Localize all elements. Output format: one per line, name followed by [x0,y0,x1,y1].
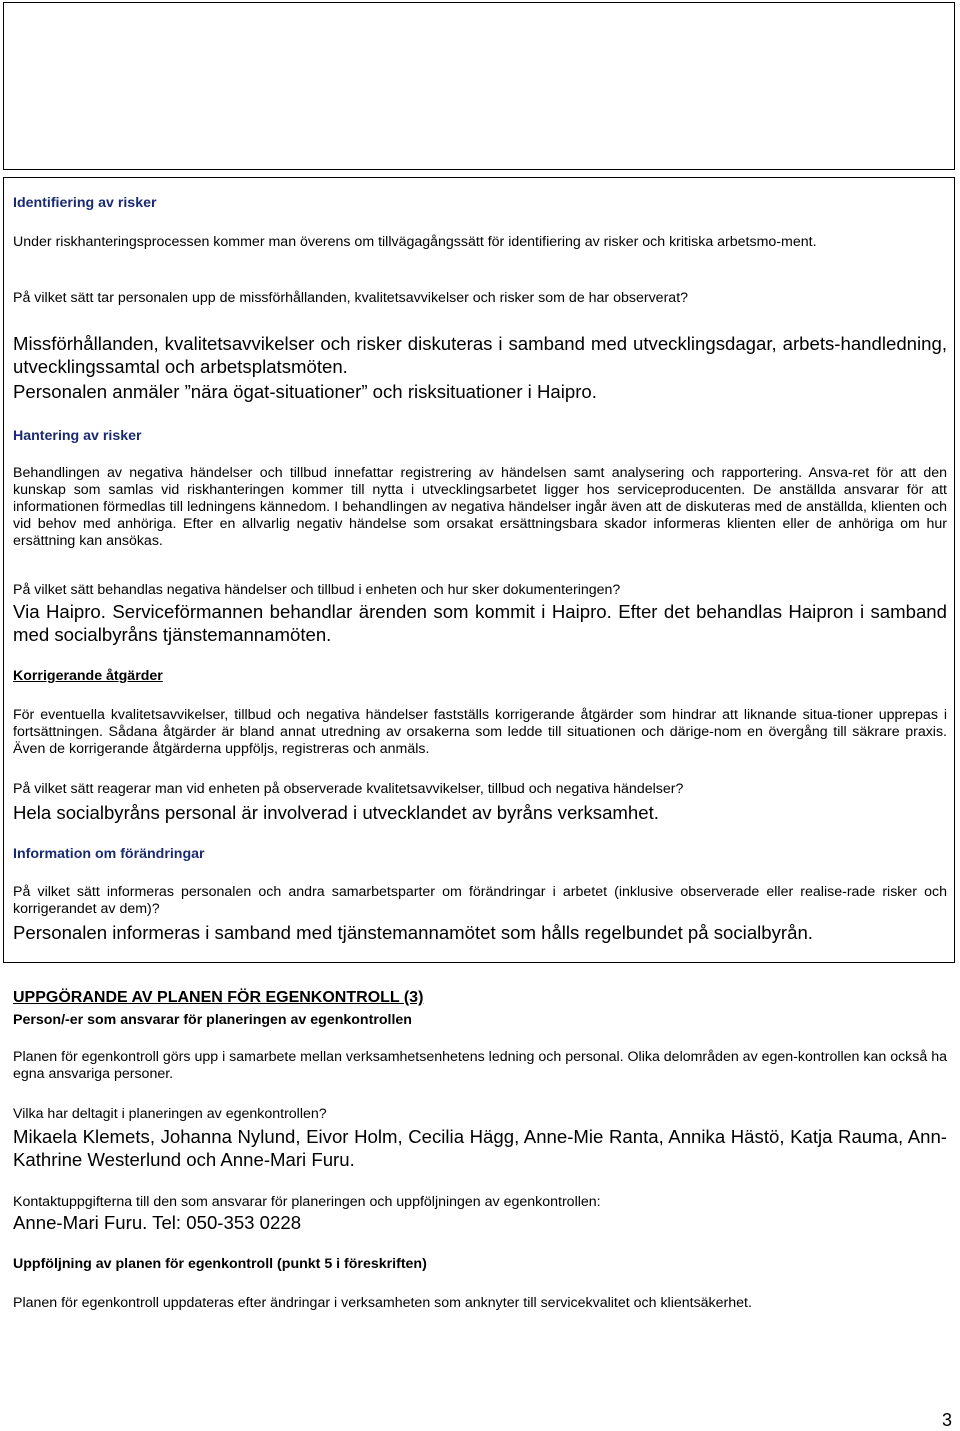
empty-answer-box [3,2,955,170]
heading-hantering: Hantering av risker [13,428,142,444]
korrigerande-question: På vilket sätt reagerar man vid enheten på observerade kvalitetsavvikelser, tillbud och negativa händelser? [13,781,684,797]
page-number: 3 [941,1410,952,1430]
heading-uppfoljning: Uppföljning av planen för egenkontroll (punkt 5 i föreskriften) [13,1256,427,1272]
contact-question: Kontaktuppgifterna till den som ansvarar för planeringen och uppföljningen av egenkontrollen: [13,1194,601,1210]
heading-information: Information om förändringar [13,846,205,862]
hantering-body: Behandlingen av negativa händelser och tillbud innefattar registrering av händelsen samt analysering och rapportering. Ansva-ret för att den kunskap som samlas vid riskhanteringen kommer till nytta i utvecklingsarbetet ligger hos serviceproducenten. De anställda ansvarar för att informationen förmedlas till ledningens kännedom. I behandlingen av negativa händelser ingår även att de diskuteras med de anställda, klienten och vid behov med anhöriga. Efter en allvarlig negativ händelse som orsakat ersättningsbara skador informeras klienten eller de anhöriga om hur ersättning kan ansökas. [13,465,947,549]
hantering-answer: Via Haipro. Serviceförmannen behandlar ärenden som kommit i Haipro. Efter det behandlas Haipron i samband med socialbyråns tjänstemannamöten. [13,601,947,645]
information-question: På vilket sätt informeras personalen och andra samarbetsparter om förändringar i arbetet (inklusive observerade eller realise-rade risker och korrigerandet av dem)? [13,884,947,917]
heading-korrigerande: Korrigerande åtgärder [13,668,163,684]
information-answer: Personalen informeras i samband med tjänstemannamötet som hålls regelbundet på socialbyrån. [13,922,813,943]
identifiering-intro: Under riskhanteringsprocessen kommer man överens om tillvägagångssätt för identifiering av risker och kritiska arbetsmo-ment. [13,234,817,250]
heading-person-ansvarar: Person/-er som ansvarar för planeringen av egenkontrollen [13,1012,412,1028]
hantering-question: På vilket sätt behandlas negativa händelser och tillbud i enheten och hur sker dokumenteringen? [13,582,621,598]
participants-answer: Mikaela Klemets, Johanna Nylund, Eivor Holm, Cecilia Hägg, Anne-Mie Ranta, Annika Hästö, Katja Rauma, Ann-Kathrine Westerlund och Anne-Mari Furu. [13,1126,947,1170]
korrigerande-body: För eventuella kvalitetsavvikelser, tillbud och negativa händelser fastställs korrigerande åtgärder som hindrar att liknande situa-tioner upprepas i fortsättningen. Sådana åtgärder är bland annat utredning av orsakerna som ledde till situationen och därige-nom en övergång till säkrare praxis. Även de korrigerande åtgärderna uppföljs, registreras och anmäls. [13,707,947,757]
identifiering-question: På vilket sätt tar personalen upp de missförhållanden, kvalitetsavvikelser och risker som de har observerat? [13,290,689,306]
participants-question: Vilka har deltagit i planeringen av egenkontrollen? [13,1106,327,1122]
section-title-uppgorande: UPPGÖRANDE AV PLANEN FÖR EGENKONTROLL (3) [13,989,424,1006]
korrigerande-answer: Hela socialbyråns personal är involverad i utvecklandet av byråns verksamhet. [13,802,659,823]
uppfoljning-body: Planen för egenkontroll uppdateras efter ändringar i verksamheten som anknyter till servicekvalitet och klientsäkerhet. [13,1295,752,1311]
contact-answer: Anne-Mari Furu. Tel: 050-353 0228 [13,1212,302,1233]
heading-identifiering: Identifiering av risker [13,195,157,211]
person-ansvarar-body: Planen för egenkontroll görs upp i samarbete mellan verksamhetsenhetens ledning och personal. Olika delområden av egen-kontrollen kan också ha egna ansvariga personer. [13,1049,947,1082]
identifiering-answer-1: Missförhållanden, kvalitetsavvikelser och risker diskuteras i samband med utvecklingsdagar, arbets-handledning, utvecklingssamtal och arbetsplatsmöten. [13,333,947,377]
identifiering-answer-2: Personalen anmäler ”nära ögat-situationer” och risksituationer i Haipro. [13,381,597,402]
